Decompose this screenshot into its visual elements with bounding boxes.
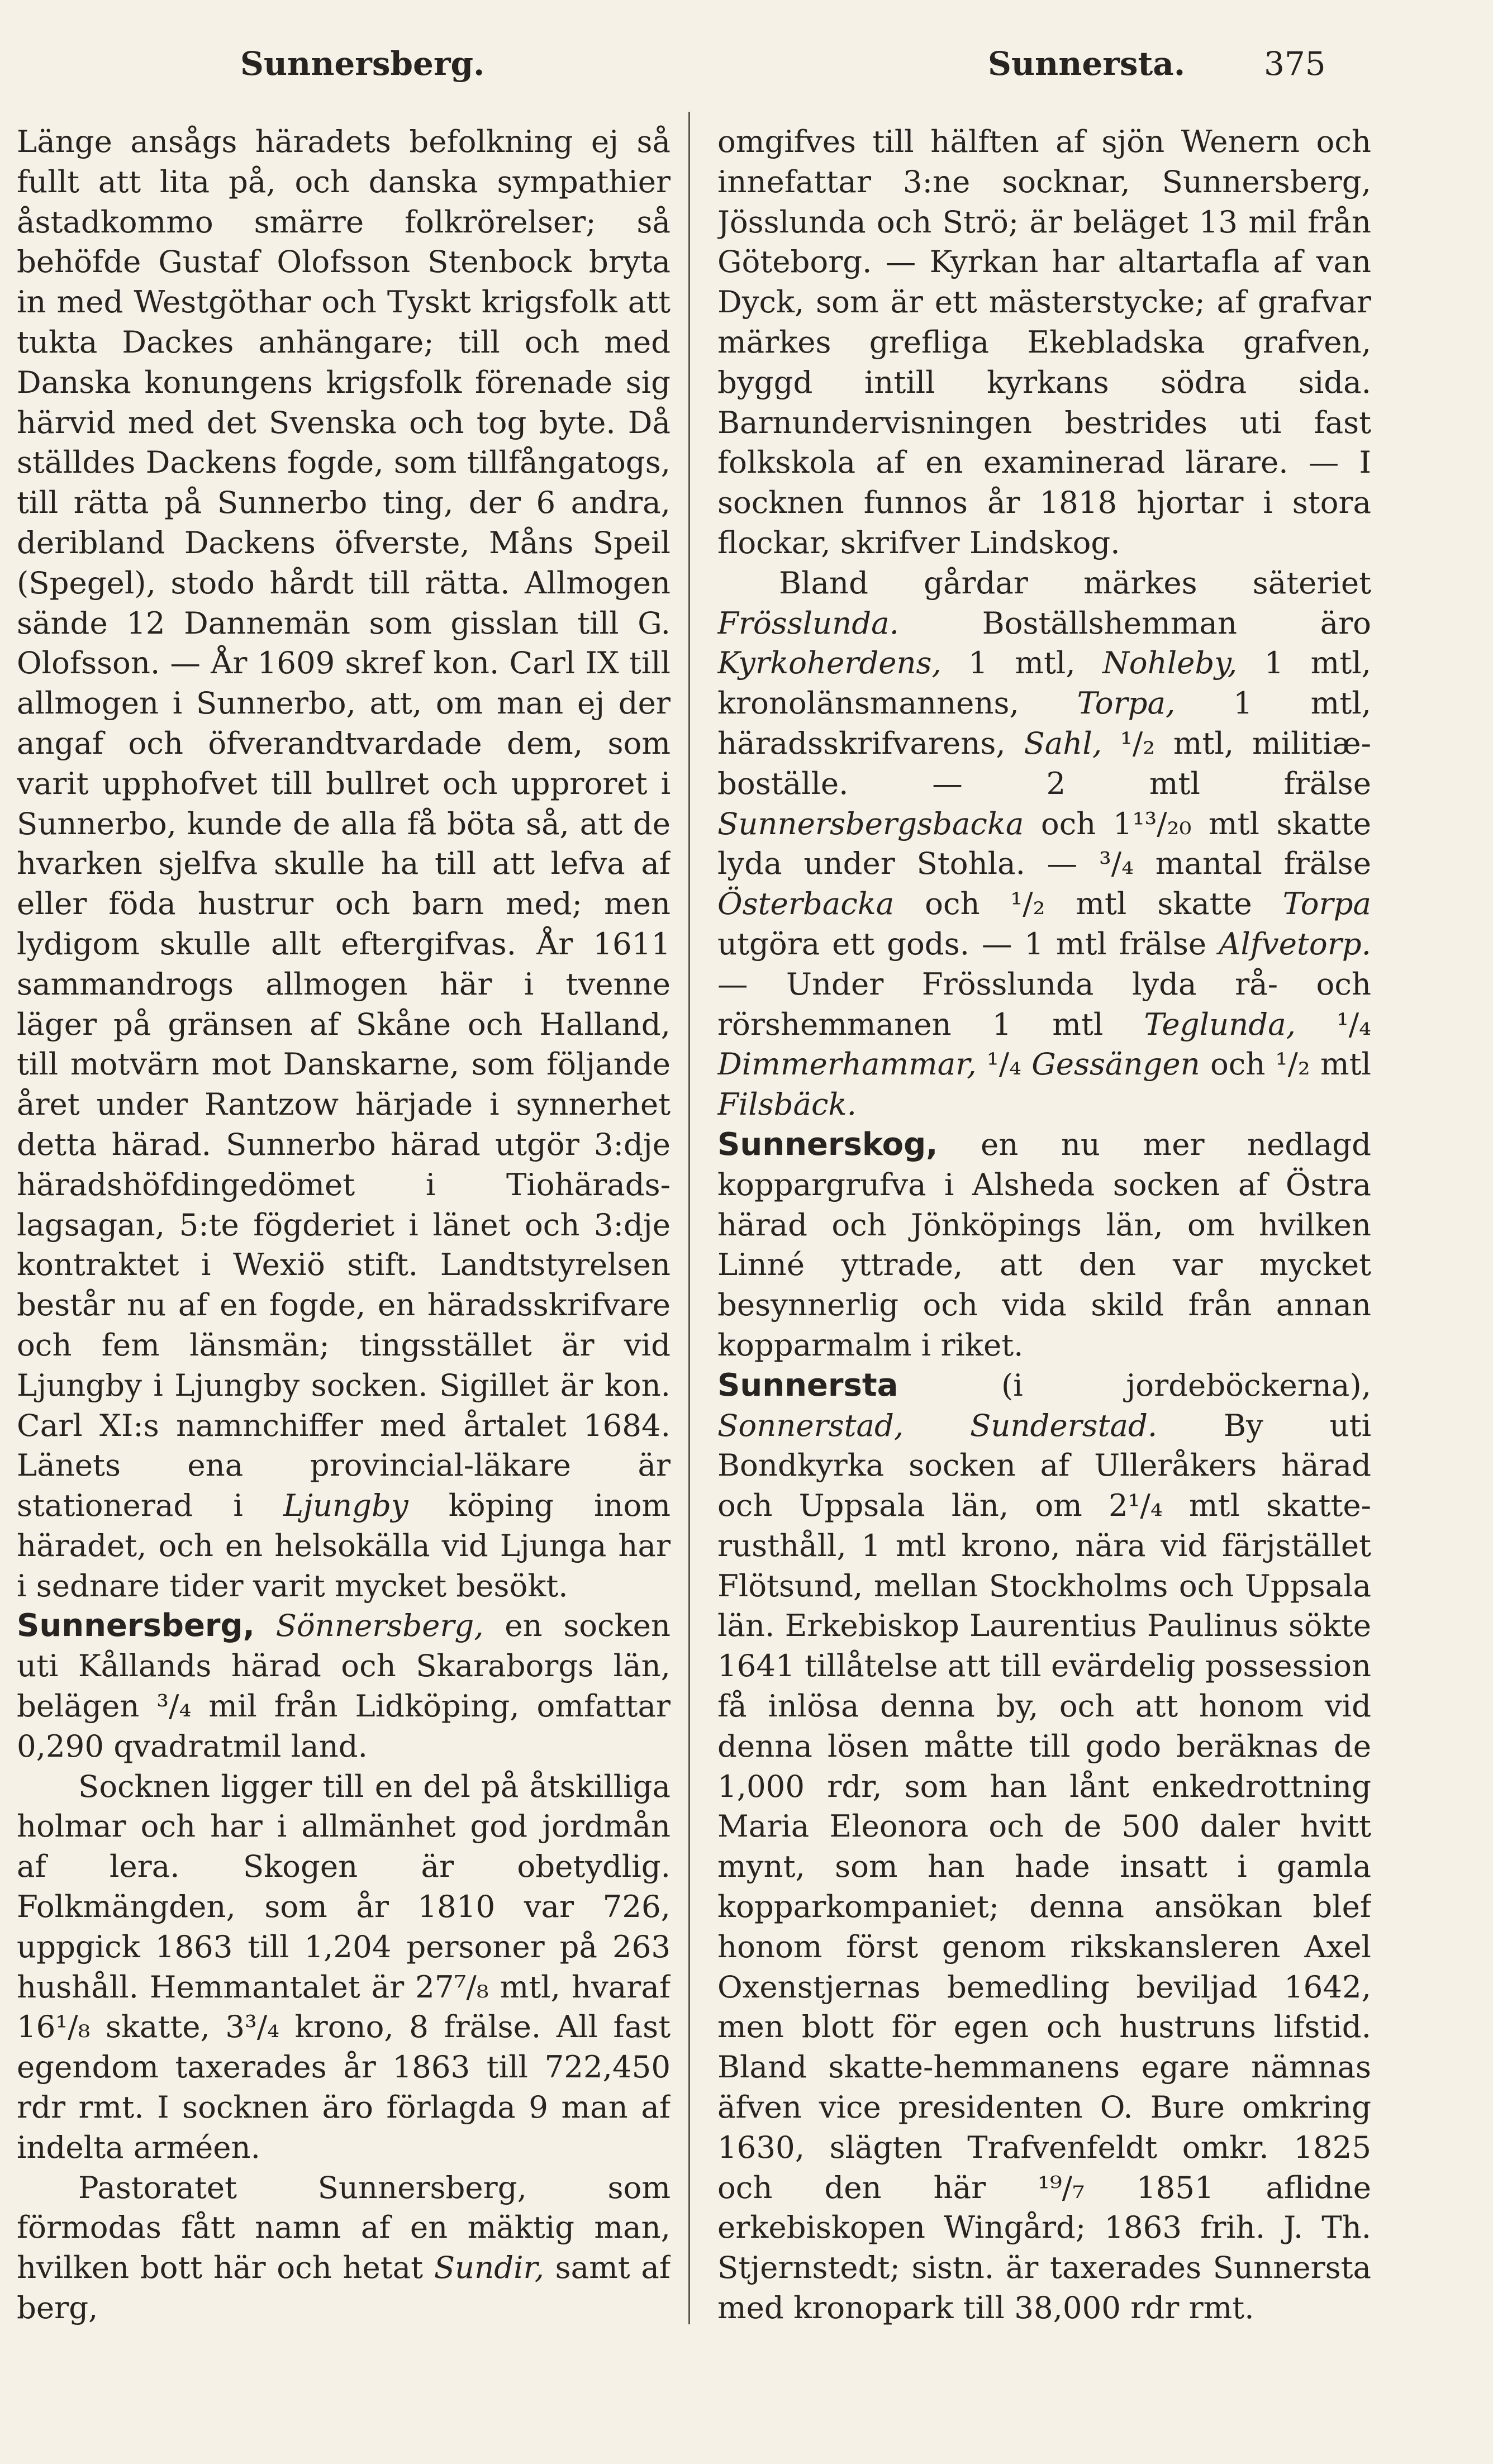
- italic-text: Torpa: [1282, 886, 1371, 922]
- text-run: — Under Frösslunda lyda rå- och rörshemmanen 1 mtl: [717, 965, 1371, 1042]
- right-column: [717, 122, 1371, 2357]
- text-run: en socken uti Kållands härad och Skaraborgs län, belägen ³/₄ mil från Lidköping, omfattar 0,290 qvadratmil land.: [17, 1607, 671, 1764]
- text-run: omgifves till hälften af sjön Wenern och innefattar 3:ne socknar, Sunnersberg, Jösslunda och Strö; är beläget 13 mil från Göteborg. — Kyrkan har altartafla af van Dyck, som är ett mästerstycke; af grafvar märkes grefliga Ekebladska grafven, byggd intill kyrkans södra sida. Barnundervisningen bestrides uti fast folkskola af en examinerad lärare. — I socknen funnos år 1818 hjortar i stora flockar, skrifver Lindskog.: [717, 123, 1371, 560]
- italic-text: Ljungby: [283, 1487, 408, 1524]
- text-run: By uti Bondkyrka socken af Ulleråkers härad och Uppsala län, om 2¹/₄ mtl skatte-rusthåll, 1 mtl krono, nära vid färjstället Flötsund, mellan Stockholms och Uppsala län. Erkebiskop Laurentius Paulinus sökte 1641 tillåtelse att till evärdelig possession få inlösa denna by, och att honom vid denna lösen måtte till godo beräknas de 1,000 rdr, som han lånt enkedrottning Maria Eleonora och de 500 daler hvitt mynt, som han hade insatt i gamla kopparkompaniet; denna ansökan blef honom först genom rikskansleren Axel Oxenstjernas bemedling beviljad 1642, men blott för egen och hustruns lifstid. Bland skatte-hemmanens egare nämnas äfven vice presidenten O. Bure omkring 1630, slägten Trafvenfeldt omkr. 1825 och den här ¹⁹/₇ 1851 aflidne erkebiskopen Wingård; 1863 frih. J. Th. Stjernstedt; sistn. är taxerades Sunnersta med kronopark till 38,000 rdr rmt.: [717, 1407, 1371, 2326]
- header-left-title: Sunnersberg.: [240, 45, 485, 83]
- text-run: köping inom häradet, och en helsokälla vid Ljunga har i sednare tider varit mycket besökt.: [17, 1487, 671, 1604]
- text-run: Länge ansågs häradets befolkning ej så fullt att lita på, och danska sympathier åstadkommo smärre folkrörelser; så behöfde Gustaf Olofsson Stenbock bryta in med Westgöthar och Tyskt krigsfolk att tukta Dackes anhängare; till och med Danska konungens krigsfolk förenade sig härvid med det Svenska och tog byte. Då ställdes Dackens fogde, som tillfångatogs, till rätta på Sunnerbo ting, der 6 andra, deribland Dackens öfverste, Måns Speil (Spegel), stodo hårdt till rätta. Allmogen sände 12 Dannemän som gisslan till G. Olofsson. — År 1609 skref kon. Carl IX till allmogen i Sunnerbo, att, om man ej der angaf och öfverandtvardade dem, som varit upphofvet till bullret och upproret i Sunnerbo, kunde de alla få böta så, att de hvarken sjelfva skulle ha till att lefva af eller föda hustrur och barn med; men lydigom skulle allt eftergifvas. År 1611 sammandrogs allmogen här i tvenne läger på gränsen af Skåne och Halland, till motvärn mot Danskarne, som följande året under Rantzow härjade i synnerhet detta härad. Sunnerbo härad utgör 3:dje häradshöfdingedömet i Tiohärads-lagsagan, 5:te fögderiet i länet och 3:dje kontraktet i Wexiö stift. Landtstyrelsen består nu af en fogde, en häradsskrifvare och fem länsmän; tingsstället är vid Ljungby i Ljungby socken. Sigillet är kon. Carl XI:s namnchiffer med årtalet 1684. Länets ena provincial-läkare är stationerad i: [17, 123, 671, 1524]
- text-run: samt af berg,: [17, 2249, 671, 2326]
- left-column: [17, 122, 671, 2357]
- paragraph: [717, 563, 1371, 1125]
- text-run: 1 mtl,: [941, 645, 1103, 681]
- paragraph: [17, 1767, 671, 2168]
- text-run: en nu mer nedlagd koppargrufva i Alsheda socken af Östra härad och Jönköpings län, om hvilken Linné yttrade, att den var mycket besynnerlig och vida skild från annan kopparmalm i riket.: [717, 1126, 1371, 1363]
- italic-text: Torpa,: [1077, 685, 1176, 721]
- italic-text: Sonnerstad, Sunderstad.: [717, 1407, 1158, 1443]
- italic-text: Dimmerhammar,: [717, 1046, 977, 1082]
- paragraph: [717, 1125, 1371, 1366]
- entry-headword: Sunnersta: [717, 1367, 898, 1404]
- italic-text: Alfvetorp.: [1219, 925, 1371, 962]
- text-run: ¹/₄: [1295, 1006, 1371, 1042]
- text-run: ¹/₄: [976, 1046, 1032, 1082]
- text-run: (i jordeböckerna),: [898, 1367, 1371, 1403]
- paragraph: [717, 122, 1371, 563]
- text-run: utgöra ett gods. — 1 mtl frälse: [717, 925, 1219, 962]
- entry-headword: Sunnerskog,: [717, 1126, 938, 1163]
- text-run: och ¹/₂ mtl skatte: [894, 886, 1283, 922]
- text-run: [255, 1607, 276, 1643]
- italic-text: Sundir,: [434, 2249, 544, 2286]
- text-run: 1 mtl, kronolänsmannens,: [717, 645, 1371, 721]
- text-run: Bland gårdar märkes säteriet: [779, 564, 1371, 601]
- text-run: och ¹/₂ mtl: [1200, 1046, 1371, 1082]
- italic-text: Teglunda,: [1144, 1006, 1296, 1042]
- text-run: 1 mtl, häradsskrifvarens,: [717, 685, 1371, 761]
- paragraph: [717, 1366, 1371, 2328]
- italic-text: Sahl,: [1024, 725, 1102, 761]
- paragraph: [17, 2168, 671, 2328]
- text-run: och 1¹³/₂₀ mtl skatte lyda under Stohla. — ³/₄ mantal frälse: [717, 805, 1371, 882]
- italic-text: Österbacka: [717, 886, 895, 922]
- italic-text: Filsbäck.: [717, 1086, 857, 1122]
- running-header: [0, 45, 1493, 89]
- column-divider: [688, 112, 690, 2324]
- text-run: ¹/₂ mtl, militiæ-boställe. — 2 mtl frälse: [717, 725, 1371, 801]
- italic-text: Gessängen: [1031, 1046, 1200, 1082]
- text-run: Socknen ligger till en del på åtskilliga holmar och har i allmänhet god jordmån af lera. Skogen är obetydlig. Folkmängden, som år 1810 var 726, uppgick 1863 till 1,204 personer på 263 hushåll. Hemmantalet är 27⁷/₈ mtl, hvaraf 16¹/₈ skatte, 3³/₄ krono, 8 frälse. All fast egendom taxerades år 1863 till 722,450 rdr rmt. I socknen äro förlagda 9 man af indelta arméen.: [17, 1768, 671, 2165]
- italic-text: Sunnersbergsbacka: [717, 805, 1024, 841]
- italic-text: Kyrkoherdens,: [717, 645, 942, 681]
- header-right-title: Sunnersta.: [988, 45, 1186, 83]
- entry-headword: Sunnersberg,: [17, 1607, 255, 1644]
- text-run: Pastoratet Sunnersberg, som förmodas fått namn af en mäktig man, hvilken bott här och hetat: [17, 2169, 671, 2286]
- italic-text: Frösslunda.: [717, 605, 899, 641]
- paragraph: [17, 1606, 671, 1766]
- italic-text: Sönnersberg,: [275, 1607, 484, 1644]
- page-number: 375: [1264, 45, 1326, 83]
- italic-text: Nohleby,: [1102, 645, 1238, 681]
- paragraph: [17, 122, 671, 1606]
- text-run: Boställshemman äro: [898, 605, 1371, 641]
